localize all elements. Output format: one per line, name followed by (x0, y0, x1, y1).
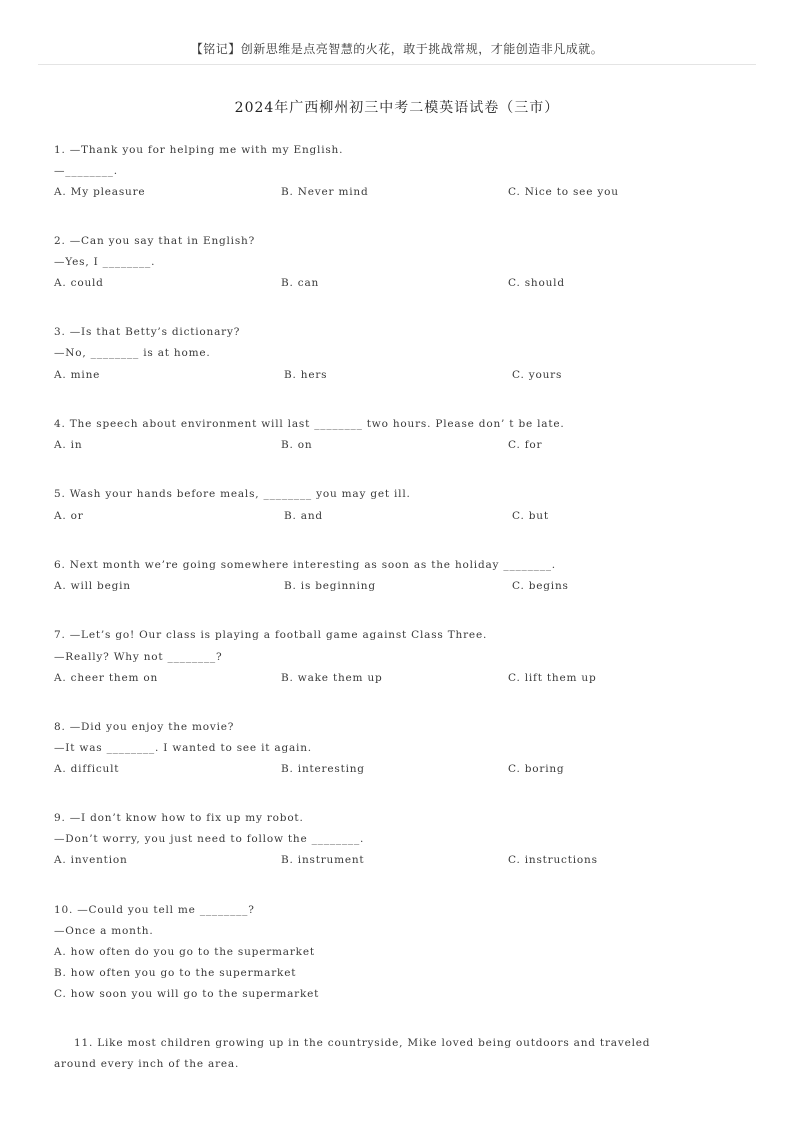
question-5-stem: 5. Wash your hands before meals, ________ you may get ill. (54, 488, 411, 500)
question-8-option-c: C. boring (508, 763, 565, 775)
question-6-option-b: B. is beginning (284, 580, 376, 592)
question-3-option-b: B. hers (284, 369, 328, 381)
question-7-stem: 7. —Let’s go! Our class is playing a football game against Class Three. (54, 629, 488, 641)
question-5-option-a: A. or (54, 510, 84, 522)
question-2-stem: 2. —Can you say that in English? (54, 235, 256, 247)
question-2-response: —Yes, I ________. (54, 256, 156, 268)
question-9-stem: 9. —I don’t know how to fix up my robot. (54, 812, 304, 824)
question-1-option-c: C. Nice to see you (508, 186, 619, 198)
question-4-option-a: A. in (54, 439, 83, 451)
question-7-option-c: C. lift them up (508, 672, 597, 684)
question-8-stem: 8. —Did you enjoy the movie? (54, 721, 235, 733)
question-1-stem: 1. —Thank you for helping me with my English. (54, 144, 344, 156)
question-3-response: —No, ________ is at home. (54, 347, 211, 359)
question-3-stem: 3. —Is that Betty’s dictionary? (54, 326, 241, 338)
question-7-option-b: B. wake them up (281, 672, 383, 684)
question-10-option-c: C. how soon you will go to the supermarket (54, 988, 320, 1000)
question-3-option-c: C. yours (512, 369, 563, 381)
question-1-option-b: B. Never mind (281, 186, 369, 198)
question-2-option-c: C. should (508, 277, 565, 289)
question-3-option-a: A. mine (54, 369, 101, 381)
question-2-option-a: A. could (54, 277, 104, 289)
question-9-option-b: B. instrument (281, 854, 365, 866)
question-8-option-a: A. difficult (54, 763, 120, 775)
question-10-option-b: B. how often you go to the supermarket (54, 967, 297, 979)
question-1-response: —________. (54, 165, 118, 177)
question-4-option-c: C. for (508, 439, 543, 451)
question-8-response: —It was ________. I wanted to see it again. (54, 742, 312, 754)
question-4-option-b: B. on (281, 439, 313, 451)
question-9-option-a: A. invention (54, 854, 128, 866)
question-7-response: —Really? Why not ________? (54, 651, 223, 663)
question-5-option-b: B. and (284, 510, 323, 522)
question-7-option-a: A. cheer them on (54, 672, 159, 684)
question-9-option-c: C. instructions (508, 854, 598, 866)
header-divider (38, 64, 756, 65)
question-6-option-a: A. will begin (54, 580, 131, 592)
passage-line-2: around every inch of the area. (54, 1058, 240, 1070)
question-9-response: —Don’t worry, you just need to follow the ________. (54, 833, 365, 845)
question-5-option-c: C. but (512, 510, 549, 522)
question-10-stem: 10. —Could you tell me ________? (54, 904, 255, 916)
question-10-option-a: A. how often do you go to the supermarket (54, 946, 315, 958)
question-8-option-b: B. interesting (281, 763, 365, 775)
question-6-stem: 6. Next month we’re going somewhere interesting as soon as the holiday ________. (54, 559, 556, 571)
header-motto: 【铭记】创新思维是点亮智慧的火花，敢于挑战常规，才能创造非凡成就。 (190, 42, 604, 56)
question-2-option-b: B. can (281, 277, 320, 289)
page-title: 2024年广西柳州初三中考二模英语试卷（三市） (234, 100, 560, 116)
question-4-stem: 4. The speech about environment will last ________ two hours. Please don’ t be late. (54, 418, 565, 430)
question-10-response: —Once a month. (54, 925, 154, 937)
question-1-option-a: A. My pleasure (54, 186, 146, 198)
passage-line-1: 11. Like most children growing up in the countryside, Mike loved being outdoors and traveled (74, 1037, 651, 1049)
question-6-option-c: C. begins (512, 580, 569, 592)
